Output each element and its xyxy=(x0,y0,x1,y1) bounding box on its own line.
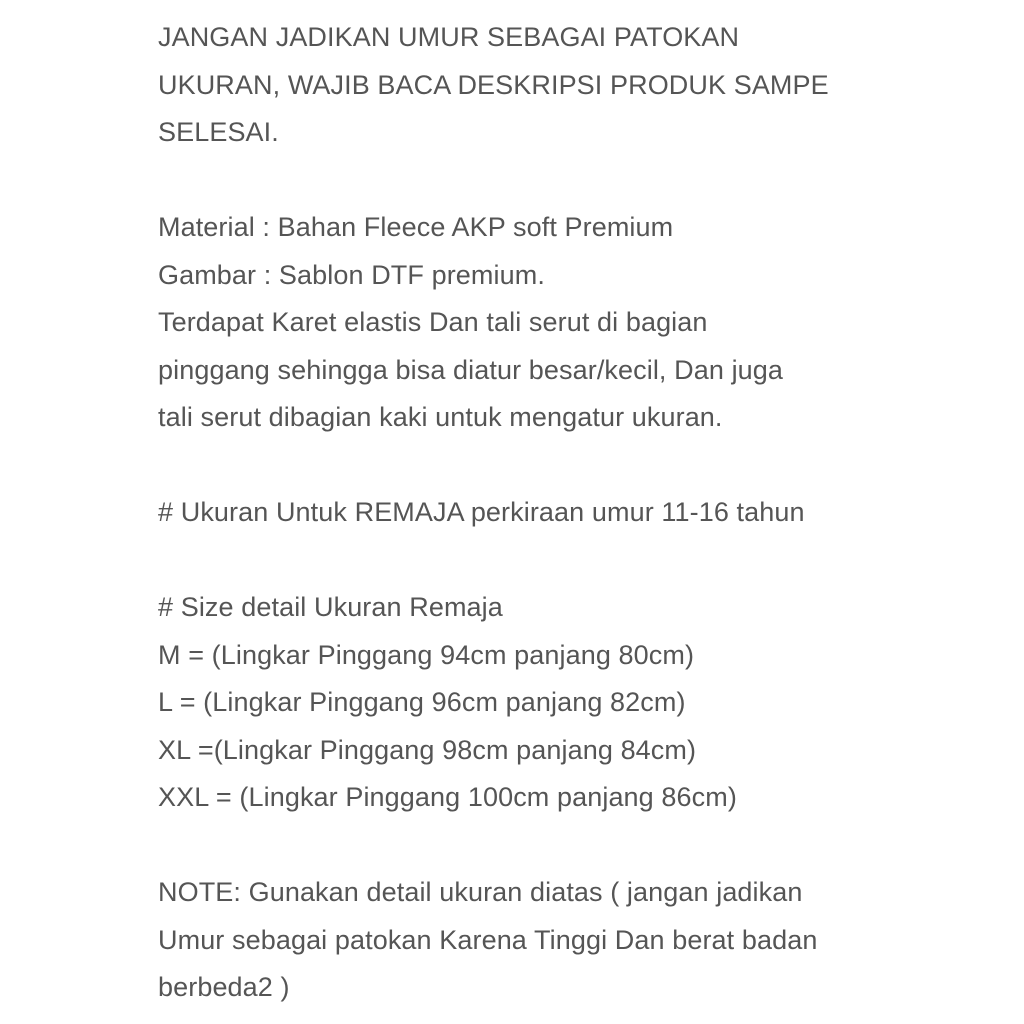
warning-line: UKURAN, WAJIB BACA DESKRIPSI PRODUK SAMPE xyxy=(158,69,829,100)
note-line: Umur sebagai patokan Karena Tinggi Dan berat badan xyxy=(158,924,818,955)
note-line: NOTE: Gunakan detail ukuran diatas ( jangan jadikan xyxy=(158,877,803,907)
product-description-text xyxy=(158,14,978,1012)
note-line: berbeda2 ) xyxy=(158,972,290,1002)
details-line: Terdapat Karet elastis Dan tali serut di bagian xyxy=(158,307,708,337)
age-range-line: # Ukuran Untuk REMAJA perkiraan umur 11-16 tahun xyxy=(158,497,805,527)
size-row-xxl: XXL = (Lingkar Pinggang 100cm panjang 86cm) xyxy=(158,782,737,812)
size-row-l: L = (Lingkar Pinggang 96cm panjang 82cm) xyxy=(158,687,686,717)
details-line: tali serut dibagian kaki untuk mengatur ukuran. xyxy=(158,402,723,432)
paragraph-gap xyxy=(158,442,978,490)
paragraph-gap xyxy=(158,822,978,870)
print-line: Gambar : Sablon DTF premium. xyxy=(158,259,545,290)
details-line: pinggang sehingga bisa diatur besar/kecil, Dan juga xyxy=(158,354,784,385)
paragraph-gap xyxy=(158,157,978,205)
warning-line: JANGAN JADIKAN UMUR SEBAGAI PATOKAN xyxy=(158,22,740,52)
warning-paragraph xyxy=(158,14,978,157)
size-row-xl: XL =(Lingkar Pinggang 98cm panjang 84cm) xyxy=(158,734,697,765)
size-chart-paragraph xyxy=(158,584,978,822)
details-paragraph xyxy=(158,204,978,442)
material-line: Material : Bahan Fleece AKP soft Premium xyxy=(158,212,674,242)
size-row-m: M = (Lingkar Pinggang 94cm panjang 80cm) xyxy=(158,639,695,670)
paragraph-gap xyxy=(158,537,978,585)
warning-line: SELESAI. xyxy=(158,117,279,147)
note-paragraph xyxy=(158,869,978,1012)
size-heading: # Size detail Ukuran Remaja xyxy=(158,592,503,622)
